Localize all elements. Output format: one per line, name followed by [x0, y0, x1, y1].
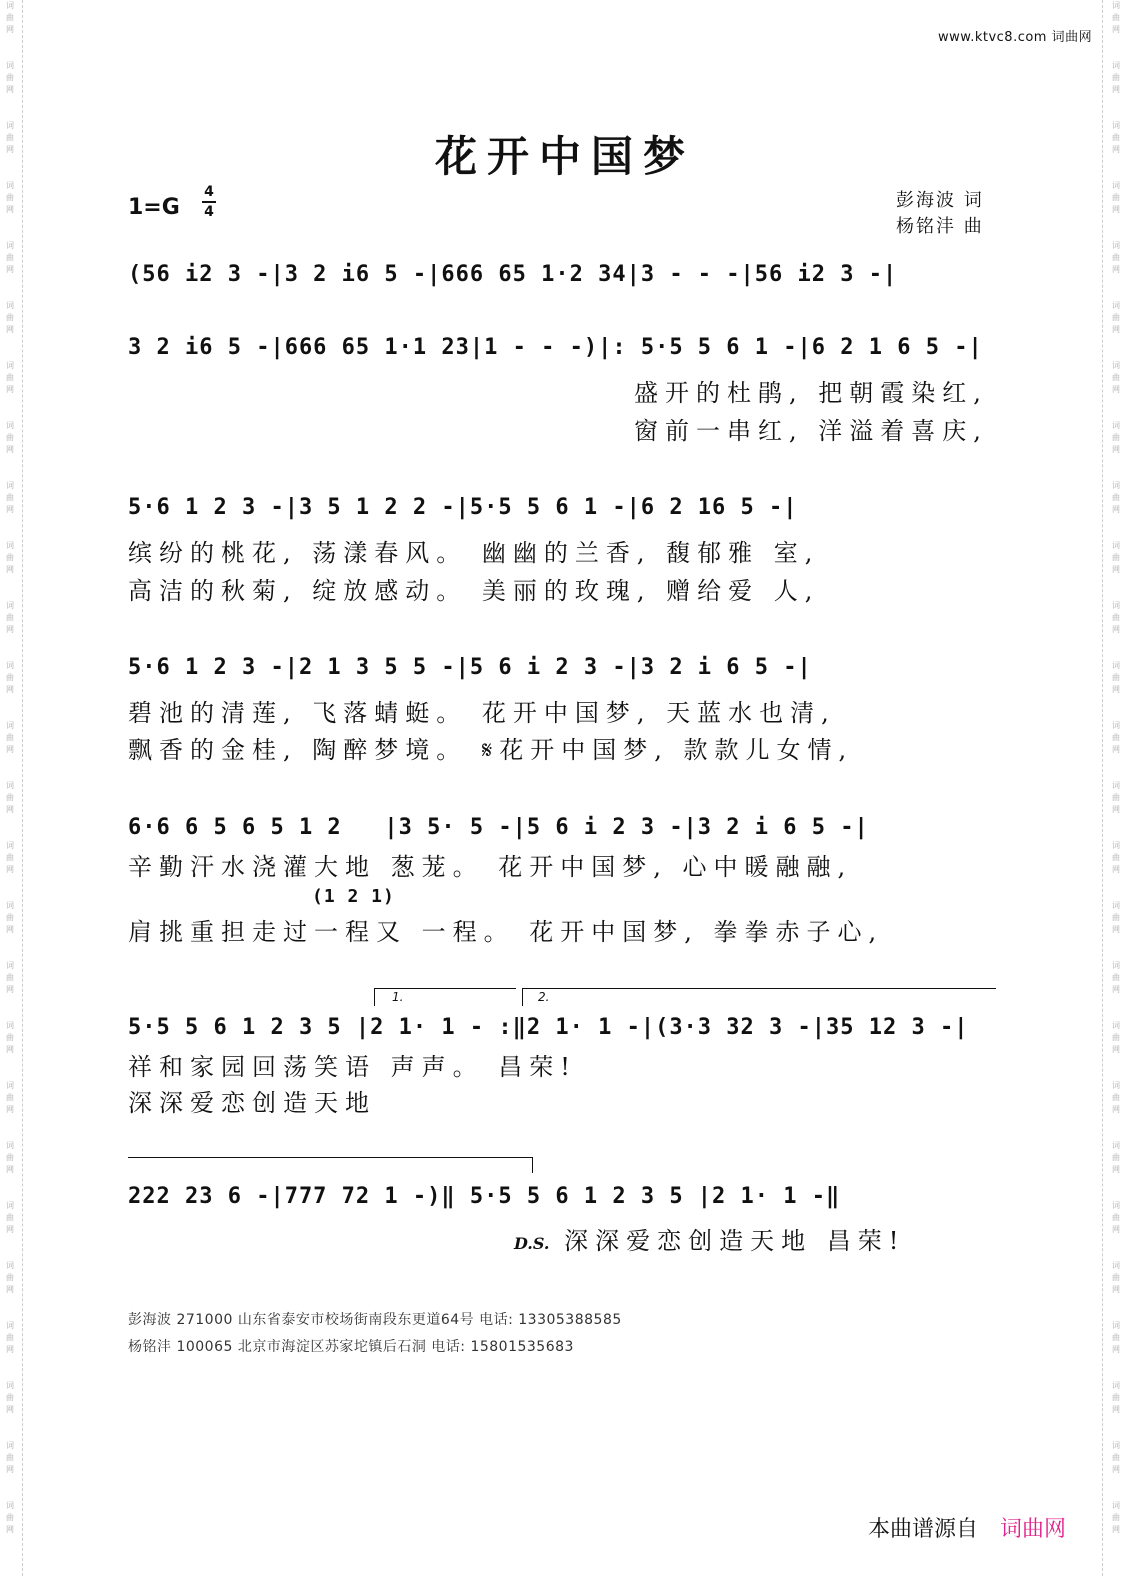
time-signature — [202, 184, 216, 220]
watermark-mark: 词 曲 网 — [1112, 601, 1120, 634]
watermark-mark: 词 曲 网 — [6, 1021, 14, 1054]
watermark-mark: 词 曲 网 — [6, 421, 14, 454]
watermark-mark: 词 曲 网 — [6, 121, 14, 154]
watermark-mark: 词 曲 网 — [1112, 1381, 1120, 1414]
volta-1-line — [374, 988, 516, 989]
score-row-5: 6·6 6 5 6 5 1 2 |3 5· 5 -|5 6 i 2 3 -|3 2 i 6 5 -| — [128, 815, 869, 840]
lyric-row-2a: 盛开的杜鹃, 把朝霞染红, — [634, 379, 988, 407]
watermark-mark: 词 曲 网 — [1112, 1141, 1120, 1174]
watermark-mark: 词 曲 网 — [6, 181, 14, 214]
volta-2-line — [522, 988, 996, 989]
alternate-notes: (1 2 1) — [312, 886, 395, 907]
right-margin-line — [1102, 0, 1103, 1576]
watermark-mark: 词 曲 网 — [6, 61, 14, 94]
volta-2-tick — [522, 988, 523, 1006]
watermark-mark: 词 曲 网 — [6, 301, 14, 334]
time-top: 4 — [204, 184, 214, 200]
watermark-mark: 词 曲 网 — [1112, 541, 1120, 574]
volta-2-label: 2. — [538, 990, 550, 1004]
score-row-1: (56 i2 3 -|3 2 i6 5 -|666 65 1·2 34|3 - - -|56 i2 3 -| — [128, 262, 898, 287]
contact-lyricist: 彭海波 271000 山东省泰安市校场街南段东更道64号 电话: 13305388585 — [128, 1312, 622, 1328]
right-watermark-column — [1108, 0, 1124, 1576]
volta-1-tick — [374, 988, 375, 1006]
lyric-row-2b: 窗前一串红, 洋溢着喜庆, — [634, 417, 988, 445]
footer-brand-link[interactable]: 词曲网 — [1000, 1517, 1067, 1542]
watermark-mark: 词 曲 网 — [1112, 1021, 1120, 1054]
watermark-mark: 词 曲 网 — [6, 481, 14, 514]
bracket-tick — [532, 1157, 533, 1173]
lyric-row-5b: 肩挑重担走过一程又 一程。 花开中国梦, 拳拳赤子心, — [128, 918, 884, 946]
watermark-mark: 词 曲 网 — [6, 781, 14, 814]
watermark-mark: 词 曲 网 — [1112, 181, 1120, 214]
score-row-3: 5·6 1 2 3 -|3 5 1 2 2 -|5·5 5 6 1 -|6 2 16 5 -| — [128, 495, 798, 520]
watermark-mark: 词 曲 网 — [6, 541, 14, 574]
watermark-mark: 词 曲 网 — [6, 841, 14, 874]
watermark-mark: 词 曲 网 — [1112, 961, 1120, 994]
score-row-4: 5·6 1 2 3 -|2 1 3 5 5 -|5 6 i 2 3 -|3 2 i 6 5 -| — [128, 655, 812, 680]
watermark-mark: 词 曲 网 — [1112, 1321, 1120, 1354]
song-title: 花开中国梦 — [434, 132, 695, 181]
watermark-mark: 词 曲 网 — [6, 1261, 14, 1294]
lyric-row-6a: 祥和家园回荡笑语 声声。 昌荣! — [128, 1053, 577, 1081]
watermark-mark: 词 曲 网 — [6, 1141, 14, 1174]
site-url[interactable]: www.ktvc8.com 词曲网 — [938, 30, 1093, 45]
left-watermark-column — [2, 0, 18, 1576]
score-row-2: 3 2 i6 5 -|666 65 1·1 23|1 - - -)|: 5·5 5 6 1 -|6 2 1 6 5 -| — [128, 335, 983, 360]
watermark-mark: 词 曲 网 — [1112, 841, 1120, 874]
left-margin-line — [22, 0, 23, 1576]
watermark-mark: 词 曲 网 — [6, 1441, 14, 1474]
lyric-row-3a: 缤纷的桃花, 荡漾春风。 幽幽的兰香, 馥郁雅 室, — [128, 539, 820, 567]
watermark-mark: 词 曲 网 — [1112, 481, 1120, 514]
watermark-mark: 词 曲 网 — [6, 361, 14, 394]
ds-marker: D.S. — [514, 1234, 550, 1253]
lyricist-credit: 彭海波 词 — [896, 190, 984, 211]
contact-composer: 杨铭沣 100065 北京市海淀区苏家坨镇后石洞 电话: 15801535683 — [128, 1339, 574, 1355]
watermark-mark: 词 曲 网 — [1112, 421, 1120, 454]
lyric-row-6b: 深深爱恋创造天地 — [128, 1089, 376, 1117]
watermark-mark: 词 曲 网 — [6, 901, 14, 934]
watermark-mark: 词 曲 网 — [1112, 721, 1120, 754]
lyric-row-7 — [514, 1226, 905, 1259]
watermark-mark: 词 曲 网 — [1112, 1201, 1120, 1234]
watermark-mark: 词 曲 网 — [6, 961, 14, 994]
lyric-row-3b: 高洁的秋菊, 绽放感动。 美丽的玫瑰, 赠给爱 人, — [128, 577, 820, 605]
watermark-mark: 词 曲 网 — [1112, 121, 1120, 154]
watermark-mark: 词 曲 网 — [6, 721, 14, 754]
score-row-6: 5·5 5 6 1 2 3 5 |2 1· 1 - :‖2 1· 1 -|(3·3 32 3 -|35 12 3 -| — [128, 1015, 969, 1040]
watermark-mark: 词 曲 网 — [1112, 1261, 1120, 1294]
lyric-row-4a: 碧池的清莲, 飞落蜻蜓。 花开中国梦, 天蓝水也清, — [128, 699, 836, 727]
watermark-mark: 词 曲 网 — [1112, 1501, 1120, 1534]
watermark-mark: 词 曲 网 — [1112, 1, 1120, 34]
lyric-row-4b: 飘香的金桂, 陶醉梦境。 𝄋花开中国梦, 款款儿女情, — [128, 736, 854, 764]
watermark-mark: 词 曲 网 — [1112, 361, 1120, 394]
bracket-line — [128, 1157, 532, 1158]
key-signature: 1=G — [128, 195, 180, 220]
lyric-row-5a: 辛勤汗水浇灌大地 葱茏。 花开中国梦, 心中暖融融, — [128, 853, 853, 881]
footer-source — [868, 1512, 1066, 1543]
watermark-mark: 词 曲 网 — [6, 1201, 14, 1234]
watermark-mark: 词 曲 网 — [1112, 1081, 1120, 1114]
watermark-mark: 词 曲 网 — [1112, 1441, 1120, 1474]
watermark-mark: 词 曲 网 — [6, 601, 14, 634]
watermark-mark: 词 曲 网 — [1112, 241, 1120, 274]
time-bottom: 4 — [204, 204, 214, 220]
watermark-mark: 词 曲 网 — [6, 1, 14, 34]
lyric-row-7-text: 深深爱恋创造天地 昌荣! — [564, 1227, 906, 1255]
watermark-mark: 词 曲 网 — [1112, 781, 1120, 814]
score-row-7: 222 23 6 -|777 72 1 -)‖ 5·5 5 6 1 2 3 5 |2 1· 1 -‖ — [128, 1184, 841, 1209]
volta-1-label: 1. — [392, 990, 404, 1004]
watermark-mark: 词 曲 网 — [6, 1321, 14, 1354]
watermark-mark: 词 曲 网 — [6, 241, 14, 274]
watermark-mark: 词 曲 网 — [6, 1381, 14, 1414]
watermark-mark: 词 曲 网 — [1112, 661, 1120, 694]
composer-credit: 杨铭沣 曲 — [896, 216, 984, 237]
watermark-mark: 词 曲 网 — [1112, 61, 1120, 94]
watermark-mark: 词 曲 网 — [6, 661, 14, 694]
watermark-mark: 词 曲 网 — [6, 1081, 14, 1114]
footer-source-text: 本曲谱源自 — [868, 1517, 979, 1542]
watermark-mark: 词 曲 网 — [6, 1501, 14, 1534]
watermark-mark: 词 曲 网 — [1112, 301, 1120, 334]
watermark-mark: 词 曲 网 — [1112, 901, 1120, 934]
